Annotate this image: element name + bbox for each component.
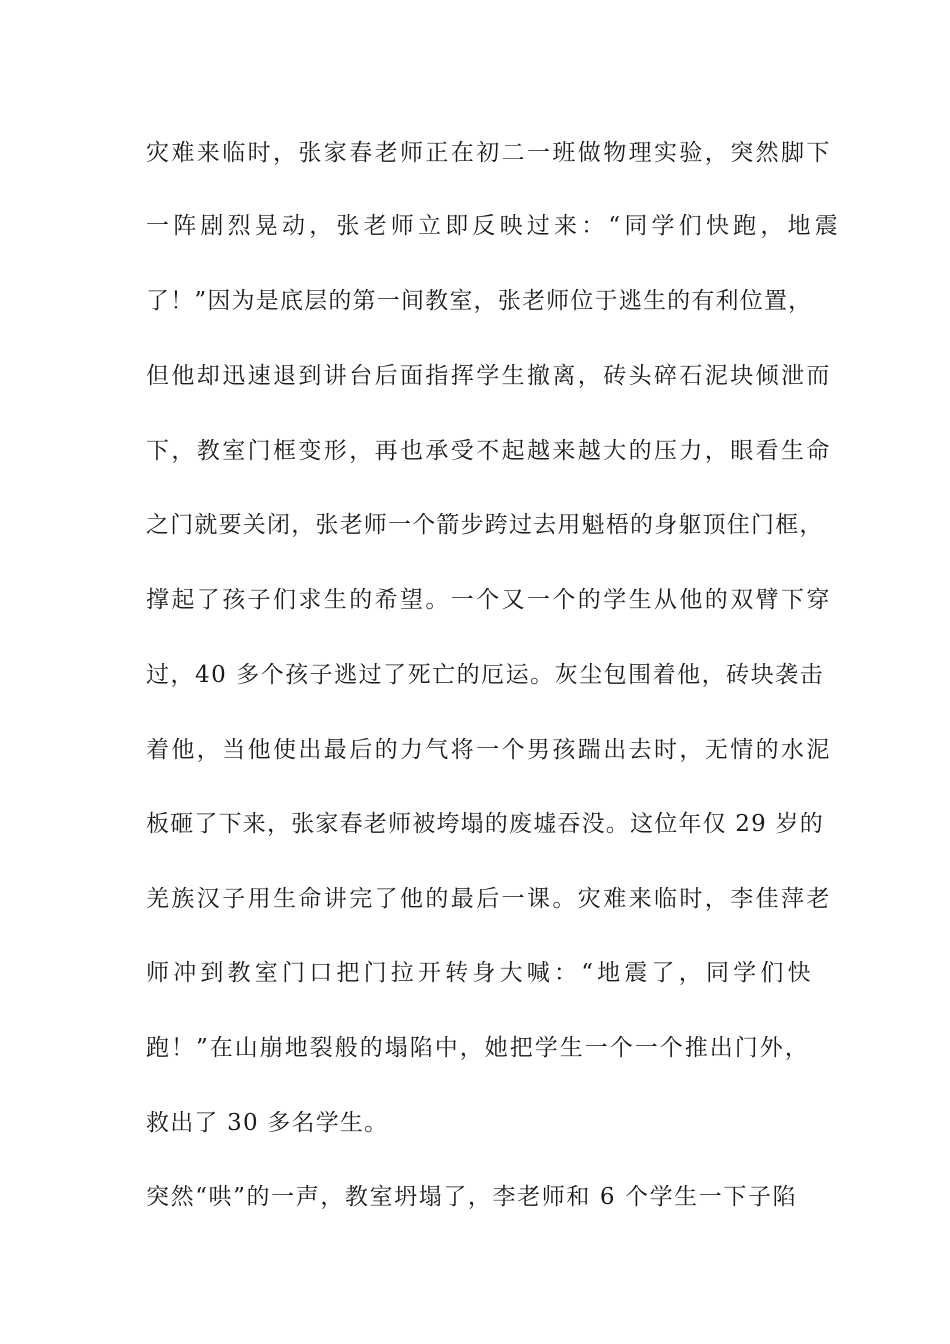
text-line-11: 羌族汉子用生命讲完了他的最后一课。灾难来临时，李佳萍老 [146, 886, 832, 912]
text-line-2: 一阵剧烈晃动，张老师立即反映过来：“同学们快跑，地震 [146, 213, 842, 239]
text-line-1: 灾难来临时，张家春老师正在初二一班做物理实验，突然脚下 [146, 140, 832, 166]
text-line-6: 之门就要关闭，张老师一个箭步跨过去用魁梧的身躯顶住门框， [146, 512, 824, 538]
text-line-10: 板砸了下来，张家春老师被垮塌的废墟吞没。这位年仅 29 岁的 [146, 811, 824, 837]
text-line-5: 下，教室门框变形，再也承受不起越来越大的压力，眼看生命 [146, 438, 832, 464]
text-line-14: 救出了 30 多名学生。 [146, 1110, 389, 1136]
text-line-7: 撑起了孩子们求生的希望。一个又一个的学生从他的双臂下穿 [146, 587, 832, 613]
text-line-4: 但他却迅速退到讲台后面指挥学生撤离，砖头碎石泥块倾泄而 [146, 363, 832, 389]
text-line-8: 过，40 多个孩子逃过了死亡的厄运。灰尘包围着他，砖块袭击 [146, 662, 825, 688]
text-line-15: 突然“哄”的一声，教室坍塌了，李老师和 6 个学生一下子陷 [146, 1184, 798, 1210]
text-line-9: 着他，当他使出最后的力气将一个男孩踹出去时，无情的水泥 [146, 737, 832, 763]
text-line-3: 了！”因为是底层的第一间教室，张老师位于逃生的有利位置， [146, 288, 813, 314]
text-line-12: 师冲到教室门口把门拉开转身大喊：“地震了，同学们快 [146, 960, 815, 986]
text-line-13: 跑！”在山崩地裂般的塌陷中，她把学生一个一个推出门外， [146, 1035, 810, 1061]
